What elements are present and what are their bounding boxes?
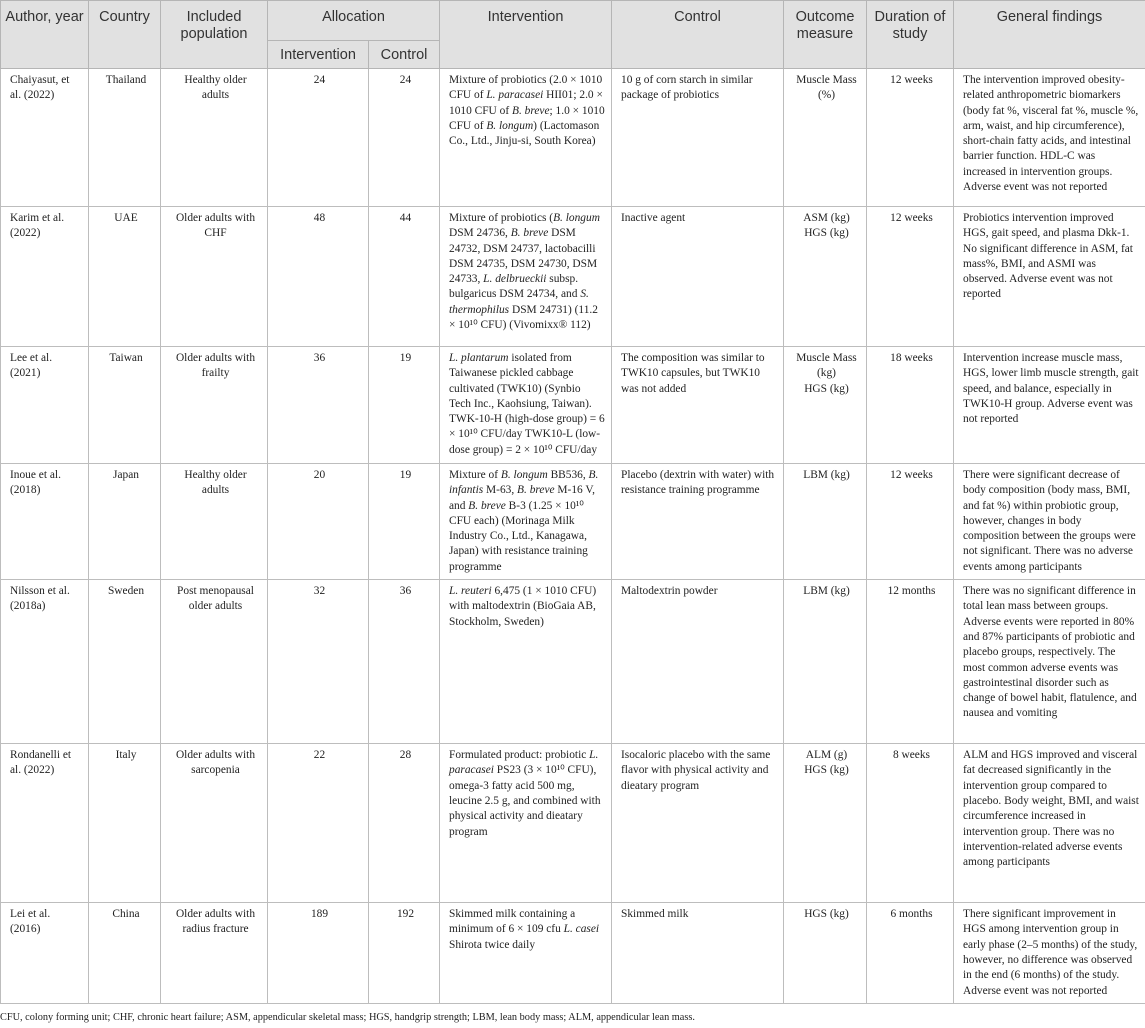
cell-author: Nilsson et al. (2018a) bbox=[1, 580, 89, 744]
table-row bbox=[1, 347, 1145, 464]
cell-author: Lee et al. (2021) bbox=[1, 347, 89, 464]
cell-n-control: 28 bbox=[369, 744, 440, 903]
header-alloc-intervention: Intervention bbox=[268, 41, 369, 69]
cell-duration: 12 months bbox=[867, 580, 954, 744]
table-body bbox=[1, 69, 1145, 1004]
cell-outcome: Muscle Mass (kg) HGS (kg) bbox=[784, 347, 867, 464]
cell-intervention: Mixture of probiotics (2.0 × 1010 CFU of L. paracasei HII01; 2.0 × 1010 CFU of B. breve; 1.0 × 1010 CFU of B. longum) (Lactomason Co., Ltd., Jinju-si, South Korea) bbox=[440, 69, 612, 207]
cell-outcome: Muscle Mass (%) bbox=[784, 69, 867, 207]
cell-country: China bbox=[89, 903, 161, 1004]
cell-duration: 18 weeks bbox=[867, 347, 954, 464]
cell-findings: The intervention improved obesity-related anthropometric biomarkers (body fat %, visceral fat %, muscle %, arm, waist, and hip circumference), short-chain fatty acids, and intestinal barrier function. HDL-C was increased in intervention groups. Adverse event was not reported bbox=[954, 69, 1145, 207]
cell-findings: There significant improvement in HGS among intervention group in early phase (2–5 months) of the study, however, no difference was observed in the end (6 months) of the study. Adverse event was not reported bbox=[954, 903, 1145, 1004]
cell-author: Inoue et al. (2018) bbox=[1, 464, 89, 580]
cell-author: Chaiyasut, et al. (2022) bbox=[1, 69, 89, 207]
table-row bbox=[1, 744, 1145, 903]
cell-author: Rondanelli et al. (2022) bbox=[1, 744, 89, 903]
cell-country: Taiwan bbox=[89, 347, 161, 464]
cell-country: Italy bbox=[89, 744, 161, 903]
cell-country: UAE bbox=[89, 207, 161, 347]
header-country: Country bbox=[89, 1, 161, 69]
cell-outcome: ALM (g) HGS (kg) bbox=[784, 744, 867, 903]
cell-intervention: Skimmed milk containing a minimum of 6 × 109 cfu L. casei Shirota twice daily bbox=[440, 903, 612, 1004]
cell-n-intervention: 32 bbox=[268, 580, 369, 744]
cell-control: Placebo (dextrin with water) with resistance training programme bbox=[612, 464, 784, 580]
table-row bbox=[1, 464, 1145, 580]
cell-n-intervention: 36 bbox=[268, 347, 369, 464]
cell-population: Healthy older adults bbox=[161, 69, 268, 207]
cell-n-intervention: 20 bbox=[268, 464, 369, 580]
cell-n-intervention: 48 bbox=[268, 207, 369, 347]
cell-outcome: ASM (kg) HGS (kg) bbox=[784, 207, 867, 347]
cell-findings: ALM and HGS improved and visceral fat decreased significantly in the intervention group compared to placebo. Body weight, BMI, and waist circumference increased in intervention group. There was no intervention-related adverse events among participants bbox=[954, 744, 1145, 903]
header-findings: General findings bbox=[954, 1, 1145, 69]
cell-duration: 12 weeks bbox=[867, 207, 954, 347]
cell-duration: 12 weeks bbox=[867, 69, 954, 207]
table-row bbox=[1, 207, 1145, 347]
cell-author: Karim et al. (2022) bbox=[1, 207, 89, 347]
cell-findings: There was no significant difference in total lean mass between groups. Adverse events were reported in 80% and 87% participants of probiotic and placebo groups, respectively. The most common adverse events was gastrointestinal disorder such as change of bowel habit, flatulence, and nausea and vomiting bbox=[954, 580, 1145, 744]
cell-findings: There were significant decrease of body composition (body mass, BMI, and fat %) within probiotic group, however, changes in body composition between the groups were not significant. There was no adverse events among participants bbox=[954, 464, 1145, 580]
cell-outcome: LBM (kg) bbox=[784, 580, 867, 744]
cell-outcome: HGS (kg) bbox=[784, 903, 867, 1004]
cell-n-control: 19 bbox=[369, 347, 440, 464]
cell-country: Japan bbox=[89, 464, 161, 580]
header-alloc-control: Control bbox=[369, 41, 440, 69]
cell-population: Older adults with sarcopenia bbox=[161, 744, 268, 903]
header-population: Included population bbox=[161, 1, 268, 69]
cell-population: Older adults with radius fracture bbox=[161, 903, 268, 1004]
cell-n-control: 36 bbox=[369, 580, 440, 744]
cell-n-control: 19 bbox=[369, 464, 440, 580]
cell-population: Older adults with CHF bbox=[161, 207, 268, 347]
cell-duration: 12 weeks bbox=[867, 464, 954, 580]
cell-country: Sweden bbox=[89, 580, 161, 744]
header-allocation: Allocation bbox=[268, 1, 440, 41]
cell-n-intervention: 24 bbox=[268, 69, 369, 207]
cell-duration: 6 months bbox=[867, 903, 954, 1004]
cell-intervention: Formulated product: probiotic L. paracasei PS23 (3 × 10¹⁰ CFU), omega-3 fatty acid 500 mg, leucine 2.5 g, and combined with physical activity and dieatary program bbox=[440, 744, 612, 903]
cell-intervention: L. plantarum isolated from Taiwanese pickled cabbage cultivated (TWK10) (Synbio Tech Inc., Kaohsiung, Taiwan). TWK-10-H (high-dose group) = 6 × 10¹⁰ CFU/day TWK10-L (low-dose group) = 2 × 10¹⁰ CFU/day bbox=[440, 347, 612, 464]
cell-intervention: Mixture of probiotics (B. longum DSM 24736, B. breve DSM 24732, DSM 24737, lactobacilli DSM 24735, DSM 24730, DSM 24733, L. delbrueckii subsp. bulgaricus DSM 24734, and S. thermophilus DSM 24731) (11.2 × 10¹⁰ CFU) (Vivomixx® 112) bbox=[440, 207, 612, 347]
header-intervention: Intervention bbox=[440, 1, 612, 69]
table-header bbox=[1, 1, 1145, 69]
cell-n-intervention: 22 bbox=[268, 744, 369, 903]
table-row bbox=[1, 69, 1145, 207]
cell-control: The composition was similar to TWK10 capsules, but TWK10 was not added bbox=[612, 347, 784, 464]
cell-n-control: 192 bbox=[369, 903, 440, 1004]
cell-population: Post menopausal older adults bbox=[161, 580, 268, 744]
cell-findings: Intervention increase muscle mass, HGS, lower limb muscle strength, gait speed, and balance, especially in TWK10-H group. Adverse event was not reported bbox=[954, 347, 1145, 464]
cell-control: Skimmed milk bbox=[612, 903, 784, 1004]
table-row bbox=[1, 580, 1145, 744]
cell-duration: 8 weeks bbox=[867, 744, 954, 903]
cell-n-control: 24 bbox=[369, 69, 440, 207]
header-author: Author, year bbox=[1, 1, 89, 69]
cell-intervention: Mixture of B. longum BB536, B. infantis M-63, B. breve M-16 V, and B. breve B-3 (1.25 × 10¹⁰ CFU each) (Morinaga Milk Industry Co., Ltd., Kanagawa, Japan) with resistance training programme bbox=[440, 464, 612, 580]
cell-control: 10 g of corn starch in similar package of probiotics bbox=[612, 69, 784, 207]
header-outcome: Outcome measure bbox=[784, 1, 867, 69]
cell-n-intervention: 189 bbox=[268, 903, 369, 1004]
cell-findings: Probiotics intervention improved HGS, gait speed, and plasma Dkk-1. No significant difference in ASM, fat mass%, BMI, and ASMI was observed. Adverse event was not reported bbox=[954, 207, 1145, 347]
cell-control: Inactive agent bbox=[612, 207, 784, 347]
cell-outcome: LBM (kg) bbox=[784, 464, 867, 580]
cell-population: Older adults with frailty bbox=[161, 347, 268, 464]
cell-n-control: 44 bbox=[369, 207, 440, 347]
header-control: Control bbox=[612, 1, 784, 69]
header-duration: Duration of study bbox=[867, 1, 954, 69]
cell-control: Isocaloric placebo with the same flavor with physical activity and dieatary program bbox=[612, 744, 784, 903]
cell-country: Thailand bbox=[89, 69, 161, 207]
cell-intervention: L. reuteri 6,475 (1 × 1010 CFU) with maltodextrin (BioGaia AB, Stockholm, Sweden) bbox=[440, 580, 612, 744]
cell-author: Lei et al. (2016) bbox=[1, 903, 89, 1004]
footnote: CFU, colony forming unit; CHF, chronic heart failure; ASM, appendicular skeletal mass; HGS, handgrip strength; LBM, lean body mass; ALM, appendicular lean mass. bbox=[0, 1012, 695, 1023]
table-row bbox=[1, 903, 1145, 1004]
cell-control: Maltodextrin powder bbox=[612, 580, 784, 744]
cell-population: Healthy older adults bbox=[161, 464, 268, 580]
